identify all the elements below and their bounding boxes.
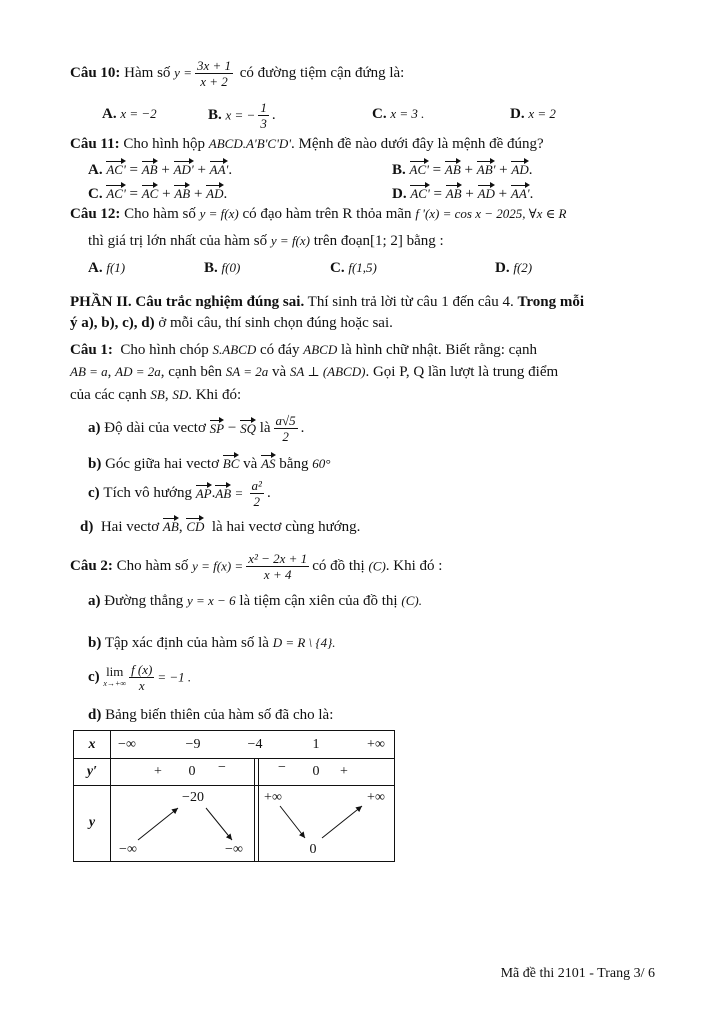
part2-title: PHẦN II. Câu trắc nghiệm đúng sai. xyxy=(70,294,305,310)
p1-stem-line3: của các cạnh SB, SD. Khi đó: xyxy=(70,387,242,403)
q11-option-c: C. AC' = AC + AB + AD. xyxy=(88,186,228,202)
p2-statement-b: b) Tập xác định của hàm số là D = R \ {4}. xyxy=(88,635,336,651)
y-bottom: −∞ xyxy=(225,842,243,857)
page-footer: Mã đề thi 2101 - Trang 3/ 6 xyxy=(500,966,655,981)
q10-option-c: C. x = 3 . xyxy=(372,106,425,122)
x-val: −4 xyxy=(247,737,263,752)
arrow-down xyxy=(280,806,305,838)
q12-option-c: C. f(1,5) xyxy=(330,260,377,276)
sign: − xyxy=(278,760,286,775)
q11-option-a: A. AC' = AB + AD' + AA'. xyxy=(88,162,233,178)
row-x-label: x xyxy=(88,737,96,752)
x-val: +∞ xyxy=(367,737,385,752)
q10-text: Hàm số xyxy=(124,64,171,81)
q10-option-b: B. x = − $\frac{1}{3}$ . xyxy=(208,100,276,131)
q10-option-a: A. x = −2 xyxy=(102,106,157,122)
p1-statement-c: c) Tích vô hướng AP.AB = $\frac{\text{a²}}{2}$ . xyxy=(88,478,271,509)
q12-stem: Câu 12: Cho hàm số y = f(x) có đạo hàm trên R thỏa mãn f '(x) = cos x − 2025, ∀x ∈ R xyxy=(70,206,567,222)
sign: + xyxy=(340,764,348,779)
x-val: 1 xyxy=(312,737,320,752)
arrow-up xyxy=(138,808,178,840)
x-val: −9 xyxy=(185,737,201,752)
p2-stem: Câu 2: Cho hàm số y = f(x) = $\frac{\text{x² − 2x + 1}}{x + 4}$ có đồ thị (C). Khi đó : xyxy=(70,551,443,582)
q12-option-d: D. f(2) xyxy=(495,260,533,276)
q11-option-d: D. AC' = AB + AD + AA'. xyxy=(392,186,534,202)
y-bottom: 0 xyxy=(309,842,317,857)
q12-label: Câu 12: xyxy=(70,206,121,222)
p1-statement-a: a) Độ dài của vectơ SP − SQ là $\frac{a√5}{2}$ . xyxy=(88,413,305,444)
p2-statement-a: a) Đường thẳng y = x − 6 là tiệm cận xiên của đồ thị (C). xyxy=(88,593,422,609)
q11-stem: Câu 11: Cho hình hộp ABCD.A'B'C'D'. Mệnh đề nào dưới đây là mệnh đề đúng? xyxy=(70,136,544,152)
q12-stem-line2: thì giá trị lớn nhất của hàm số y = f(x) trên đoạn[1; 2] bằng : xyxy=(88,233,444,249)
q10-text-after: có đường tiệm cận đứng là: xyxy=(239,64,405,81)
y-top: −20 xyxy=(182,790,204,805)
q10-fraction: $\frac{3x + 1}{x + 2}$ xyxy=(196,58,232,89)
q12-option-a: A. f(1) xyxy=(88,260,126,276)
x-val: −∞ xyxy=(118,737,136,752)
row-y-label: y xyxy=(88,815,96,830)
p1-statement-d: d) Hai vectơ AB, CD là hai vectơ cùng hướng. xyxy=(80,519,361,535)
arrow-down xyxy=(206,808,232,840)
y-top: +∞ xyxy=(264,790,282,805)
p2-label: Câu 2: xyxy=(70,558,113,574)
p1-stem-line2: AB = a, AD = 2a, cạnh bên SA = 2a và SA ⊥ (ABCD). Gọi P, Q lần lượt là trung điểm xyxy=(70,364,559,380)
q10-option-d: D. x = 2 xyxy=(510,106,556,122)
part2-header: PHẦN II. Câu trắc nghiệm đúng sai. Thí sinh trả lời từ câu 1 đến câu 4. Trong mỗi xyxy=(70,294,584,310)
sign: 0 xyxy=(312,764,320,779)
q12-derivative: f '(x) = cos x − 2025, ∀x ∈ R xyxy=(415,206,567,221)
q12-option-b: B. f(0) xyxy=(204,260,241,276)
y-bottom: −∞ xyxy=(119,842,137,857)
q11-label: Câu 11: xyxy=(70,136,120,152)
row-yp-label: y′ xyxy=(86,764,98,779)
q11-option-b: B. AC' = AB + AB' + AD. xyxy=(392,162,533,178)
q11-shape: ABCD.A'B'C'D' xyxy=(208,136,292,151)
arrow-up xyxy=(322,806,362,838)
sign: 0 xyxy=(188,764,196,779)
p1-stem: Câu 1: Cho hình chóp S.ABCD có đáy ABCD là hình chữ nhật. Biết rằng: cạnh xyxy=(70,342,537,358)
q10-label: Câu 10: xyxy=(70,64,121,81)
y-top: +∞ xyxy=(367,790,385,805)
p1-label: Câu 1: xyxy=(70,342,113,358)
sign: − xyxy=(218,760,226,775)
p2-statement-d: d) Bảng biến thiên của hàm số đã cho là: xyxy=(88,707,334,723)
q10-func-lhs: y = xyxy=(174,64,192,80)
sign: + xyxy=(154,764,162,779)
p2-statement-c: c) lim x→+∞ $\frac{f (x)}{x}$ = −1 . xyxy=(88,662,192,693)
part2-header-line2: ý a), b), c), d) ở mỗi câu, thí sinh chọn đúng hoặc sai. xyxy=(70,315,393,331)
p1-statement-b: b) Góc giữa hai vectơ BC và AS bằng 60° xyxy=(88,456,331,472)
